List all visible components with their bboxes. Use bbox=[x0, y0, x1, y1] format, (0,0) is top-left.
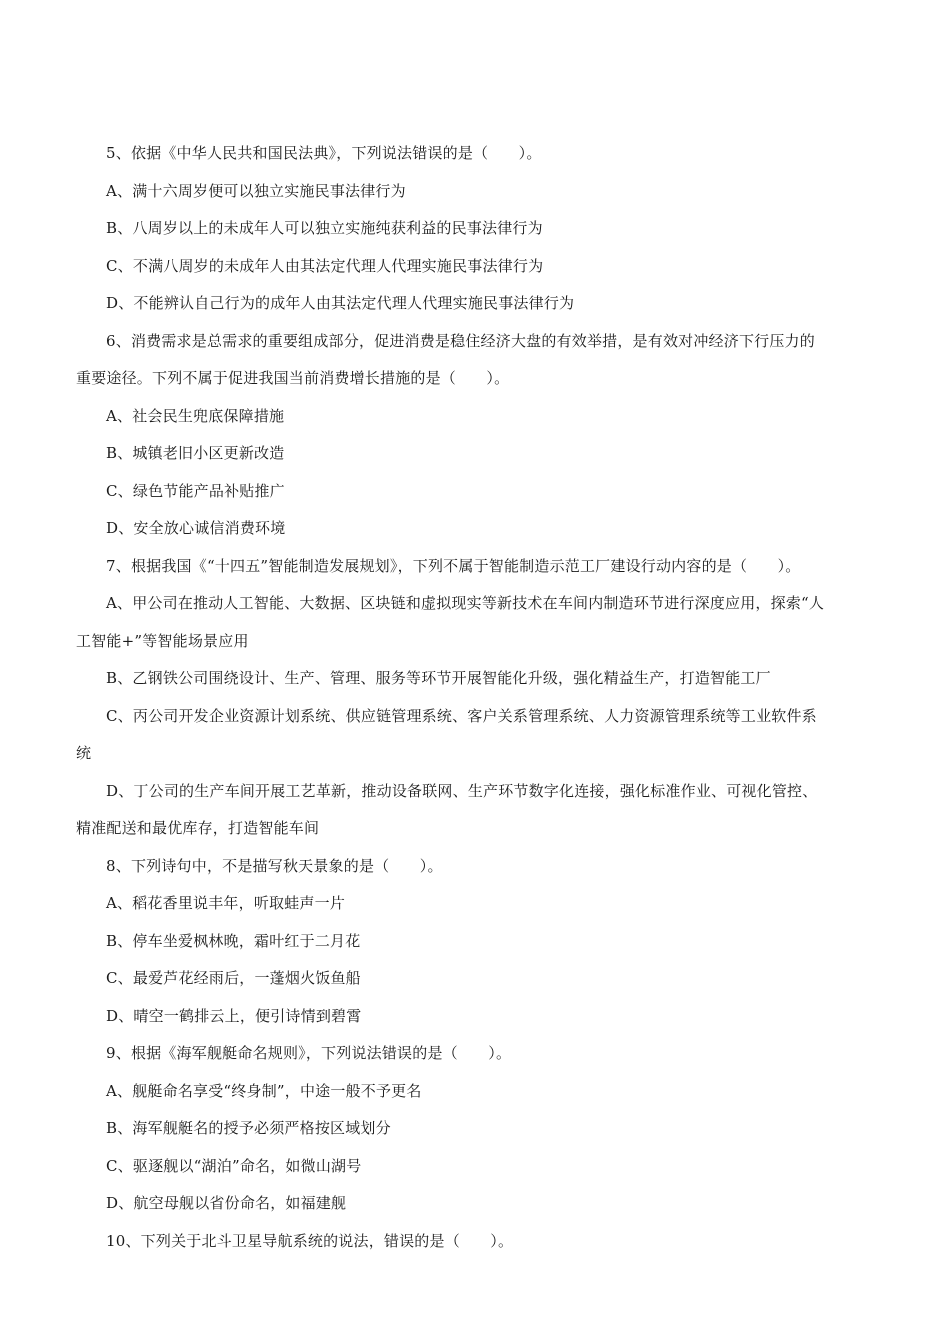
option-d: D、丁公司的生产车间开展工艺革新，推动设备联网、生产环节数字化连接，强化标准作业、可视化管控、 bbox=[106, 781, 818, 800]
question-10 bbox=[76, 1223, 882, 1261]
option-a: A、社会民生兜底保障措施 bbox=[106, 406, 285, 425]
question-6 bbox=[76, 323, 882, 548]
option-c: C、不满八周岁的未成年人由其法定代理人代理实施民事法律行为 bbox=[106, 256, 544, 275]
question-stem: 5、依据《中华人民共和国民法典》，下列说法错误的是（ ）。 bbox=[106, 144, 542, 162]
option-b: B、乙钢铁公司围绕设计、生产、管理、服务等环节开展智能化升级，强化精益生产，打造智能工厂 bbox=[106, 669, 771, 687]
option-b: B、八周岁以上的未成年人可以独立实施纯获利益的民事法律行为 bbox=[106, 219, 543, 237]
option-a: A、满十六周岁便可以独立实施民事法律行为 bbox=[106, 181, 406, 200]
question-9 bbox=[76, 1035, 882, 1223]
question-stem-continued: 重要途径。下列不属于促进我国当前消费增长措施的是（ ）。 bbox=[76, 369, 510, 387]
question-stem: 6、消费需求是总需求的重要组成部分，促进消费是稳住经济大盘的有效举措，是有效对冲经济下行压力的 bbox=[106, 331, 815, 350]
option-d-continued: 精准配送和最优库存，打造智能车间 bbox=[76, 819, 320, 837]
question-list bbox=[76, 135, 882, 1260]
option-b: B、城镇老旧小区更新改造 bbox=[106, 444, 285, 462]
question-stem: 8、下列诗句中，不是描写秋天景象的是（ ）。 bbox=[106, 856, 443, 875]
option-d: D、不能辨认自己行为的成年人由其法定代理人代理实施民事法律行为 bbox=[106, 294, 575, 312]
option-c: C、最爱芦花经雨后，一蓬烟火饭鱼船 bbox=[106, 969, 361, 987]
option-b: B、停车坐爱枫林晚，霜叶红于二月花 bbox=[106, 931, 361, 950]
option-c: C、驱逐舰以“湖泊”命名，如微山湖号 bbox=[106, 1156, 362, 1175]
option-d: D、晴空一鹤排云上，便引诗情到碧霄 bbox=[106, 1006, 362, 1025]
option-a: A、稻花香里说丰年，听取蛙声一片 bbox=[106, 894, 346, 912]
option-c: C、丙公司开发企业资源计划系统、供应链管理系统、客户关系管理系统、人力资源管理系统等工业软件系 bbox=[106, 706, 817, 725]
option-a: A、甲公司在推动人工智能、大数据、区块链和虚拟现实等新技术在车间内制造环节进行深度应用，探索“人 bbox=[106, 594, 825, 612]
question-stem: 9、根据《海军舰艇命名规则》，下列说法错误的是（ ）。 bbox=[106, 1044, 512, 1062]
option-c: C、绿色节能产品补贴推广 bbox=[106, 481, 285, 500]
question-8 bbox=[76, 848, 882, 1036]
option-d: D、航空母舰以省份命名，如福建舰 bbox=[106, 1194, 347, 1212]
question-stem: 10、下列关于北斗卫星导航系统的说法，错误的是（ ）。 bbox=[106, 1231, 514, 1250]
question-5 bbox=[76, 135, 882, 323]
option-a-continued: 工智能+”等智能场景应用 bbox=[76, 631, 249, 650]
option-c-continued: 统 bbox=[76, 744, 92, 762]
option-a: A、舰艇命名享受“终身制”，中途一般不予更名 bbox=[106, 1081, 422, 1100]
question-stem: 7、根据我国《“十四五”智能制造发展规划》，下列不属于智能制造示范工厂建设行动内容的是（ ）。 bbox=[106, 556, 801, 575]
option-b: B、海军舰艇名的授予必须严格按区域划分 bbox=[106, 1119, 391, 1137]
option-d: D、安全放心诚信消费环境 bbox=[106, 519, 286, 537]
question-7 bbox=[76, 548, 882, 848]
